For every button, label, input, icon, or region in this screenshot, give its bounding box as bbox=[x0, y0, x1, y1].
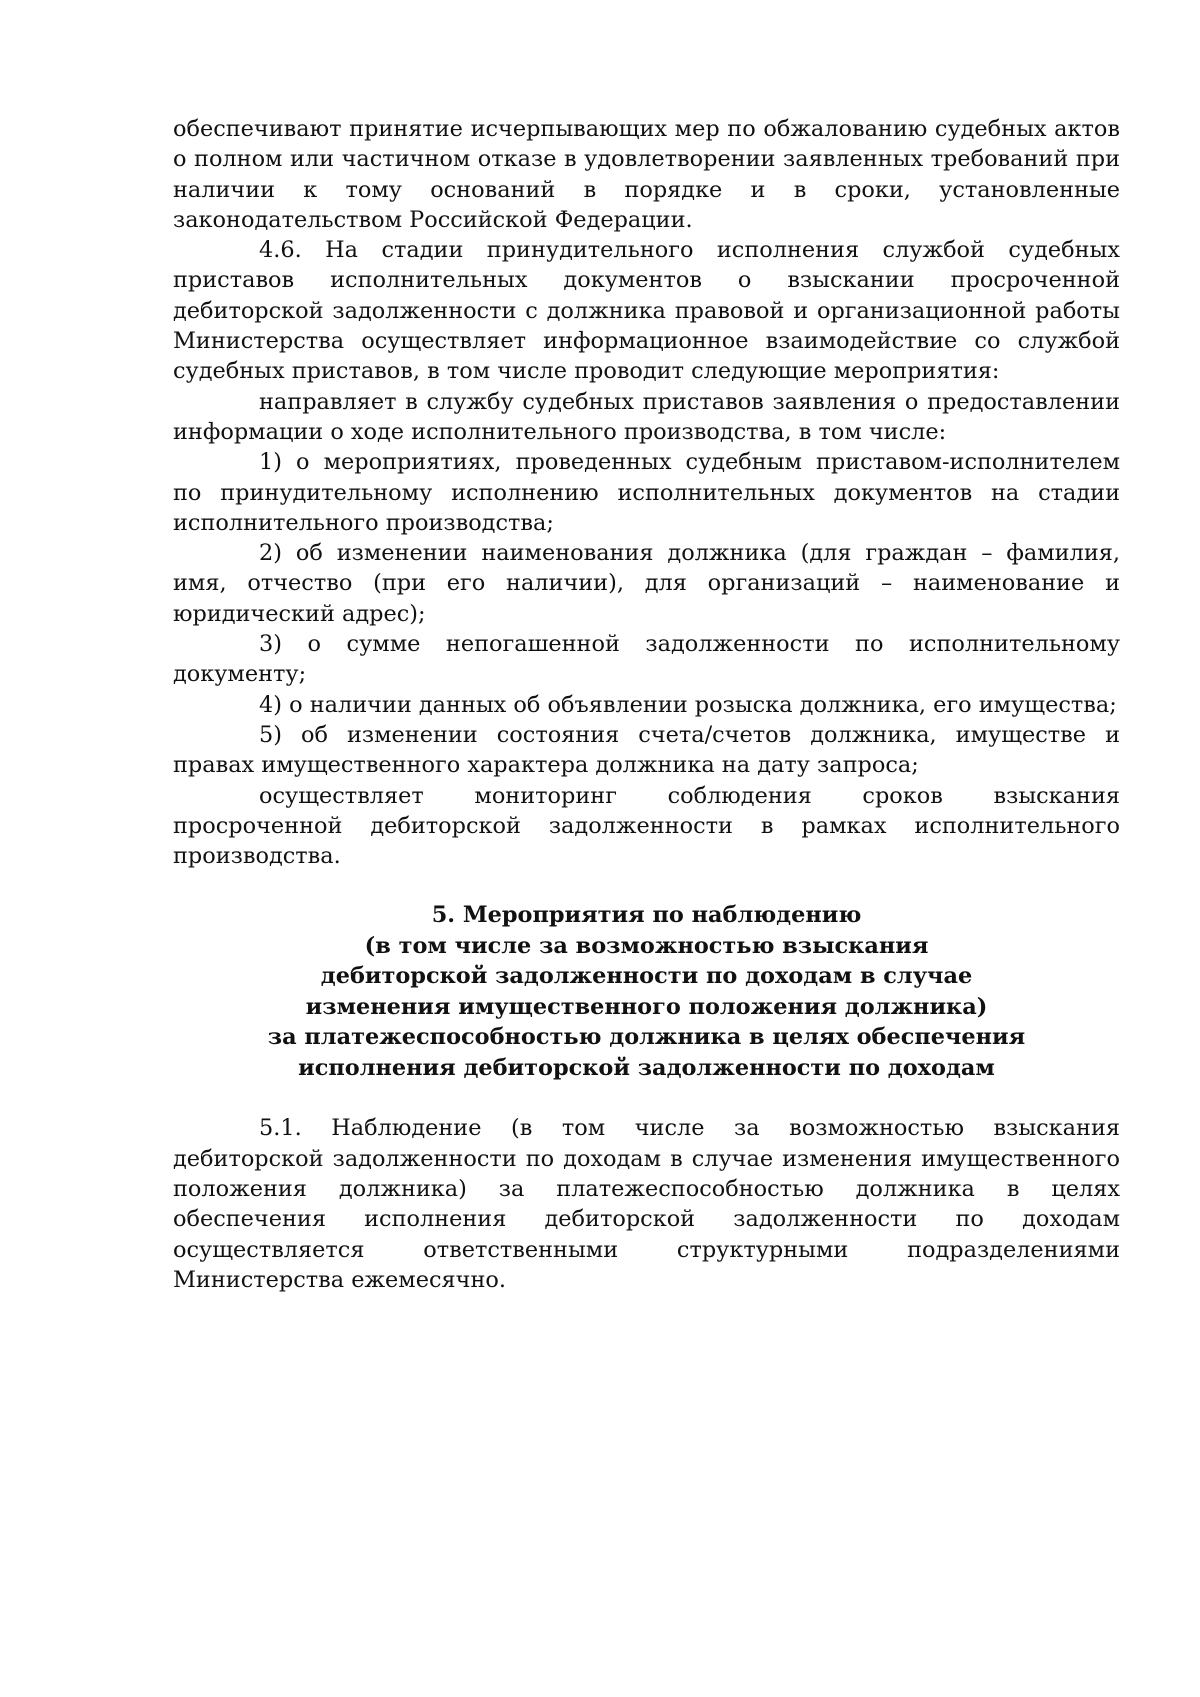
heading-line: 5. Мероприятия по наблюдению bbox=[431, 902, 862, 929]
list-item-5: 5) об изменении состояния счета/счетов должника, имуществе и правах имущественного характера должника на дату запроса; bbox=[173, 721, 1120, 779]
heading-line: дебиторской задолженности по доходам в случае bbox=[320, 963, 973, 990]
list-item-1: 1) о мероприятиях, проведенных судебным приставом-исполнителем по принудительному исполнению исполнительных документов на стадии исполнительного производства; bbox=[173, 449, 1120, 536]
list-item-2: 2) об изменении наименования должника (для граждан – фамилия, имя, отчество (при его наличии), для организаций – наименование и юридический адрес); bbox=[173, 540, 1120, 627]
paragraph-5-1: 5.1. Наблюдение (в том числе за возможностью взыскания дебиторской задолженности по доходам в случае изменения имущественного положения должника) за платежеспособностью должника в целях обеспечения исполнения дебиторской задолженности по доходам осуществляется ответственными структурными подразделениями Министерства ежемесячно. bbox=[173, 1115, 1120, 1293]
document-page bbox=[173, 114, 1120, 1295]
heading-line: исполнения дебиторской задолженности по доходам bbox=[298, 1054, 995, 1081]
paragraph-requests: направляет в службу судебных приставов заявления о предоставлении информации о ходе исполнительного производства, в том числе: bbox=[173, 388, 1120, 445]
heading-line: (в том числе за возможностью взыскания bbox=[364, 932, 929, 959]
paragraph-monitoring: осуществляет мониторинг соблюдения сроков взыскания просроченной дебиторской задолженности в рамках исполнительного производства. bbox=[173, 782, 1120, 870]
list-item-3: 3) о сумме непогашенной задолженности по исполнительному документу; bbox=[173, 631, 1120, 688]
heading-line: за платежеспособностью должника в целях обеспечения bbox=[267, 1024, 1026, 1051]
heading-line: изменения имущественного положения должника) bbox=[305, 993, 988, 1020]
section-5-heading bbox=[173, 900, 1120, 1083]
list-item-4: 4) о наличии данных об объявлении розыска должника, его имущества; bbox=[259, 691, 1117, 718]
paragraph-appeal-measures: обеспечивают принятие исчерпывающих мер по обжалованию судебных актов о полном или частичном отказе в удовлетворении заявленных требований при наличии к тому оснований в порядке и в сроки, установленные законодательством Российской Федерации. bbox=[173, 116, 1120, 233]
paragraph-4-6: 4.6. На стадии принудительного исполнения службой судебных приставов исполнительных документов о взыскании просроченной дебиторской задолженности с должника правовой и организационной работы Министерства осуществляет информационное взаимодействие со службой судебных приставов, в том числе проводит следующие мероприятия: bbox=[173, 237, 1120, 385]
